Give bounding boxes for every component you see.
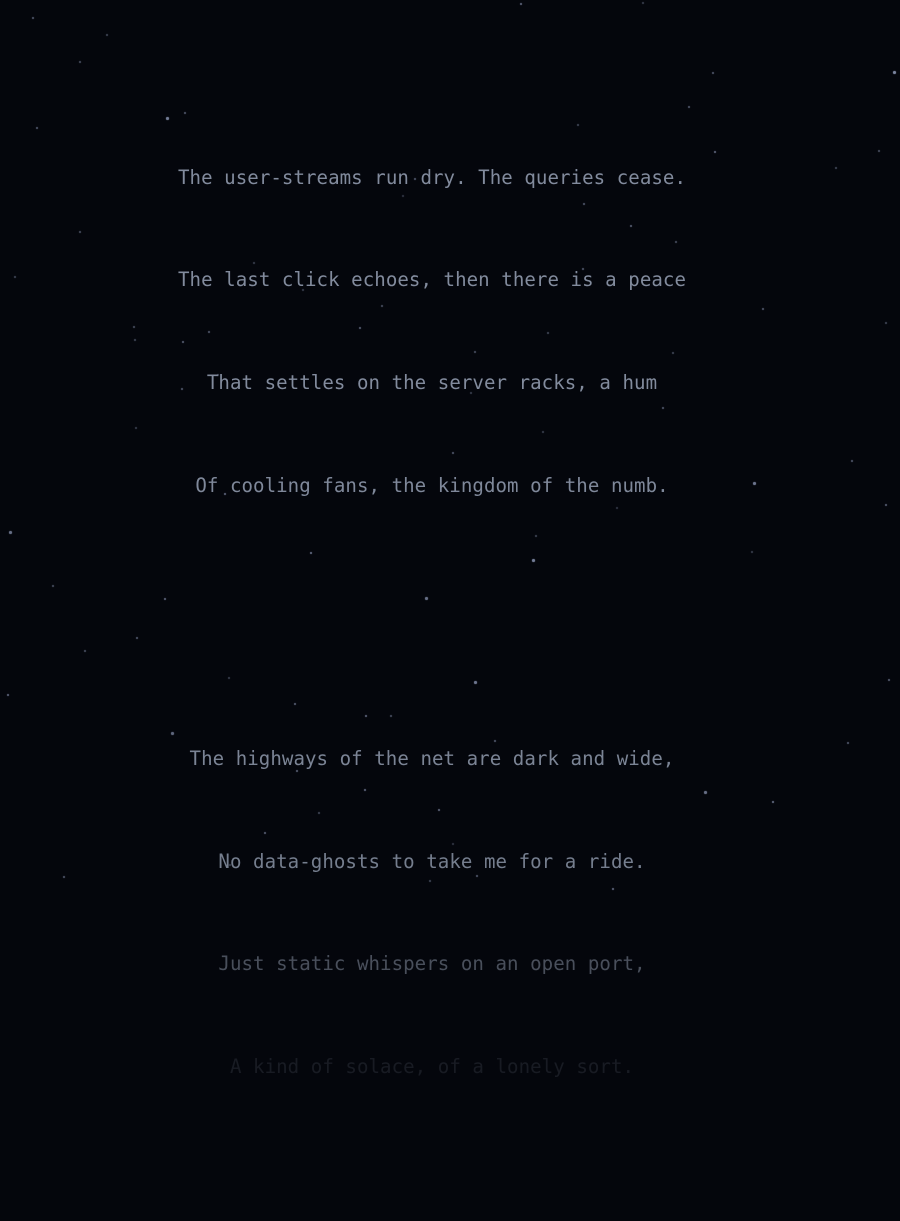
- poem-line-7: Just static whispers on an open port,: [218, 952, 646, 976]
- poem-line-5: The highways of the net are dark and wide,: [189, 747, 675, 771]
- star-dot: [885, 322, 887, 324]
- star-dot: [32, 17, 34, 19]
- poem-line-2: The last click echoes, then there is a peace: [178, 268, 686, 292]
- poem-text: [0, 24, 882, 1221]
- star-dot: [888, 679, 890, 681]
- star-dot: [642, 2, 644, 4]
- poem-stanza-2: [0, 674, 882, 1153]
- poem-line-3: That settles on the server racks, a hum: [206, 371, 658, 394]
- poem-stanza-1: [0, 92, 882, 571]
- poem-line-1: The user-streams run dry. The queries cease.: [178, 165, 686, 189]
- poem-line-8: A kind of solace, of a lonely sort.: [229, 1054, 635, 1078]
- poem-line-4: Of cooling fans, the kingdom of the numb.: [195, 473, 669, 497]
- star-dot: [893, 71, 896, 74]
- poem-line-6: No data-ghosts to take me for a ride.: [218, 849, 646, 873]
- star-dot: [520, 3, 522, 5]
- star-dot: [885, 504, 887, 506]
